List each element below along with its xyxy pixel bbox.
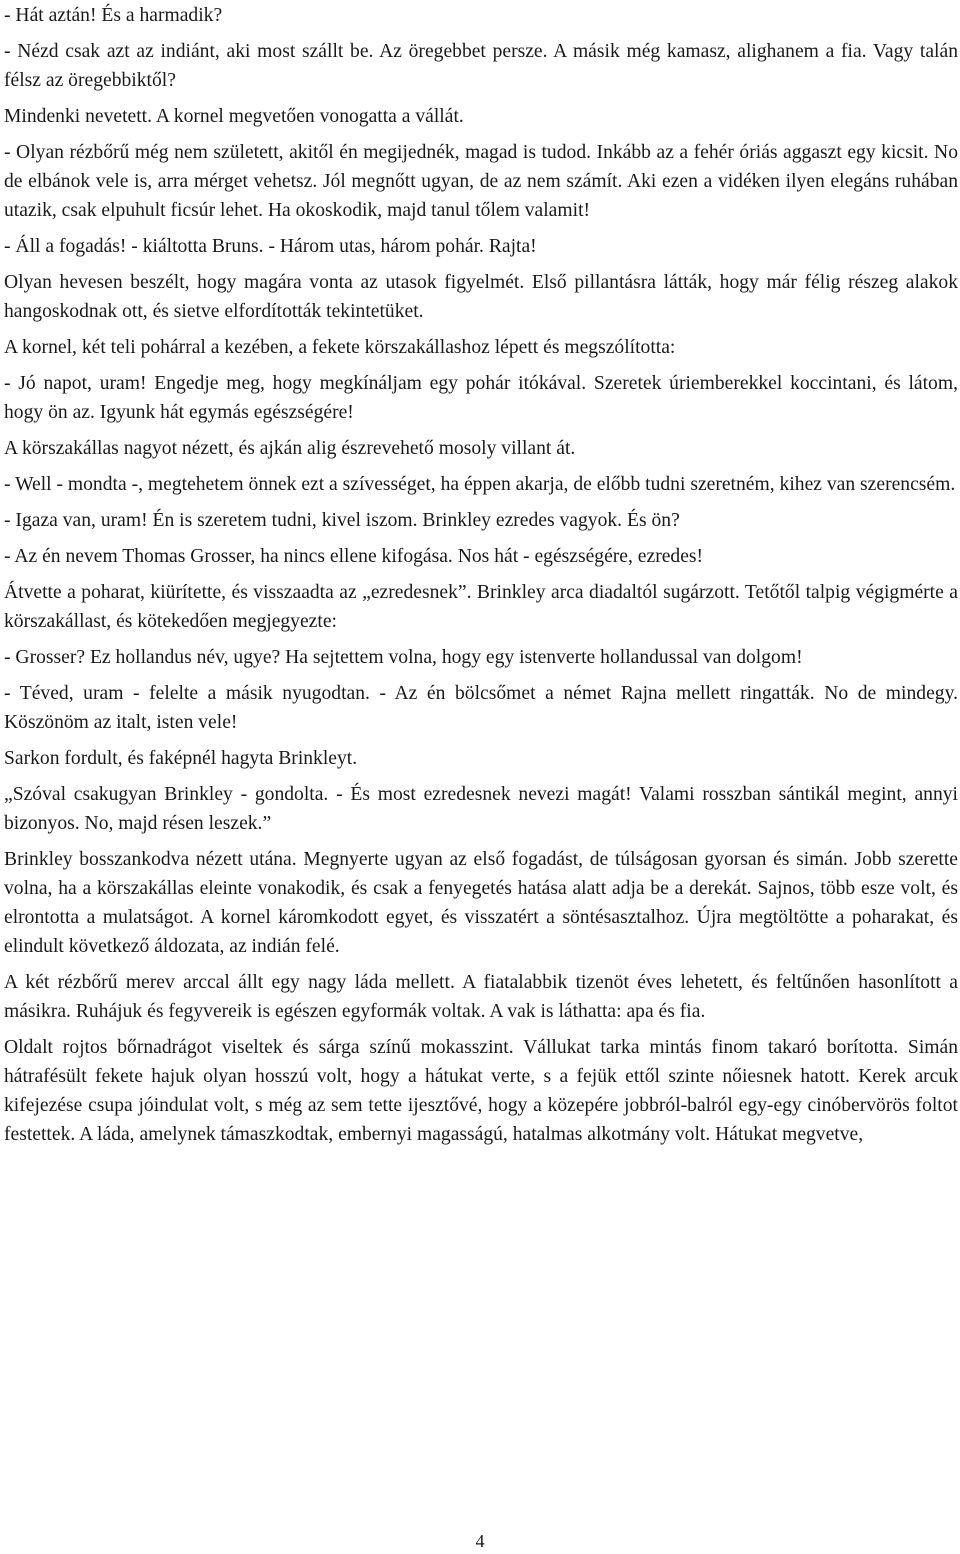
paragraph: - Áll a fogadás! - kiáltotta Bruns. - Három utas, három pohár. Rajta!: [4, 236, 537, 257]
paragraph: A két rézbőrű merev arccal állt egy nagy láda mellett. A fiatalabbik tizenöt éves lehetett, és feltűnően hasonlított a másikra. Ruhájuk és fegyvereik is egészen egyformák voltak. A vak is láthatta: apa és fia.: [4, 972, 958, 1022]
paragraph: Olyan hevesen beszélt, hogy magára vonta az utasok figyelmét. Első pillantásra látták, hogy már félig részeg alakok hangoskodnak ott, és sietve elfordították tekintetüket.: [4, 272, 958, 322]
paragraph: Sarkon fordult, és faképnél hagyta Brinkleyt.: [4, 748, 358, 769]
paragraph: A körszakállas nagyot nézett, és ajkán alig észrevehető mosoly villant át.: [4, 438, 576, 459]
paragraph: - Téved, uram - felelte a másik nyugodtan. - Az én bölcsőmet a német Rajna mellett ringatták. No de mindegy. Köszönöm az italt, isten vele!: [4, 683, 958, 733]
page-number: 4: [475, 1531, 485, 1551]
paragraph: - Nézd csak azt az indiánt, aki most szállt be. Az öregebbet persze. A másik még kamasz, alighanem a fia. Vagy talán félsz az öregebbiktől?: [4, 41, 958, 91]
paragraph: Oldalt rojtos bőrnadrágot viseltek és sárga színű mokasszint. Vállukat tarka mintás finom takaró borította. Simán hátrafésült fekete hajuk olyan hosszú volt, hogy a hátukat verte, s a fejük ettől szinte nőiesnek hatott. Kerek arcuk kifejezése csupa jóindulat volt, s még az sem tette ijesztővé, hogy a közepére jobbról-balról egy-egy cinóbervörös foltot festettek. A láda, amelynek támaszkodtak, embernyi magasságú, hatalmas alkotmány volt. Hátukat megvetve,: [4, 1037, 958, 1145]
paragraph: - Az én nevem Thomas Grosser, ha nincs ellene kifogása. Nos hát - egészségére, ezredes!: [4, 546, 704, 567]
paragraph: - Hát aztán! És a harmadik?: [4, 5, 223, 26]
paragraph: „Szóval csakugyan Brinkley - gondolta. - És most ezredesnek nevezi magát! Valami rosszban sántikál megint, annyi bizonyos. No, majd résen leszek.”: [4, 784, 958, 834]
paragraph: Mindenki nevetett. A kornel megvetően vonogatta a vállát.: [4, 106, 464, 127]
paragraph: Brinkley bosszankodva nézett utána. Megnyerte ugyan az első fogadást, de túlságosan gyorsan és simán. Jobb szerette volna, ha a körszakállas eleinte vonakodik, és csak a fenyegetés hatása alatt adja be a derekát. Sajnos, több esze volt, és elrontotta a mulatságot. A kornel káromkodott egyet, és visszatért a söntésasztalhoz. Újra megtöltötte a poharakat, és elindult következő áldozata, az indián felé.: [4, 849, 958, 957]
paragraph: - Well - mondta -, megtehetem önnek ezt a szívességet, ha éppen akarja, de előbb tudni szeretném, kihez van szerencsém.: [4, 474, 956, 495]
paragraph: - Olyan rézbőrű még nem született, akitől én megijednék, magad is tudod. Inkább az a fehér óriás aggaszt egy kicsit. No de elbánok vele is, arra mérget vehetsz. Jól megnőtt ugyan, de az nem számít. Aki ezen a vidéken ilyen elegáns ruhában utazik, csak elpuhult ficsúr lehet. Ha okoskodik, majd tanul tőlem valamit!: [4, 142, 958, 221]
paragraph: - Jó napot, uram! Engedje meg, hogy megkínáljam egy pohár itókával. Szeretek úriemberekkel koccintani, és látom, hogy ön az. Igyunk hát egymás egészségére!: [4, 373, 958, 423]
paragraph: Átvette a poharat, kiürítette, és visszaadta az „ezredesnek”. Brinkley arca diadaltól sugárzott. Tetőtől talpig végigmérte a körszakállast, és kötekedően megjegyezte:: [4, 582, 958, 632]
document-page: [4, 0, 958, 1156]
paragraph: A kornel, két teli pohárral a kezében, a fekete körszakállashoz lépett és megszólította:: [4, 337, 676, 358]
paragraph: - Igaza van, uram! Én is szeretem tudni, kivel iszom. Brinkley ezredes vagyok. És ön?: [4, 510, 680, 531]
paragraph: - Grosser? Ez hollandus név, ugye? Ha sejtettem volna, hogy egy istenverte hollandussal van dolgom!: [4, 647, 803, 668]
